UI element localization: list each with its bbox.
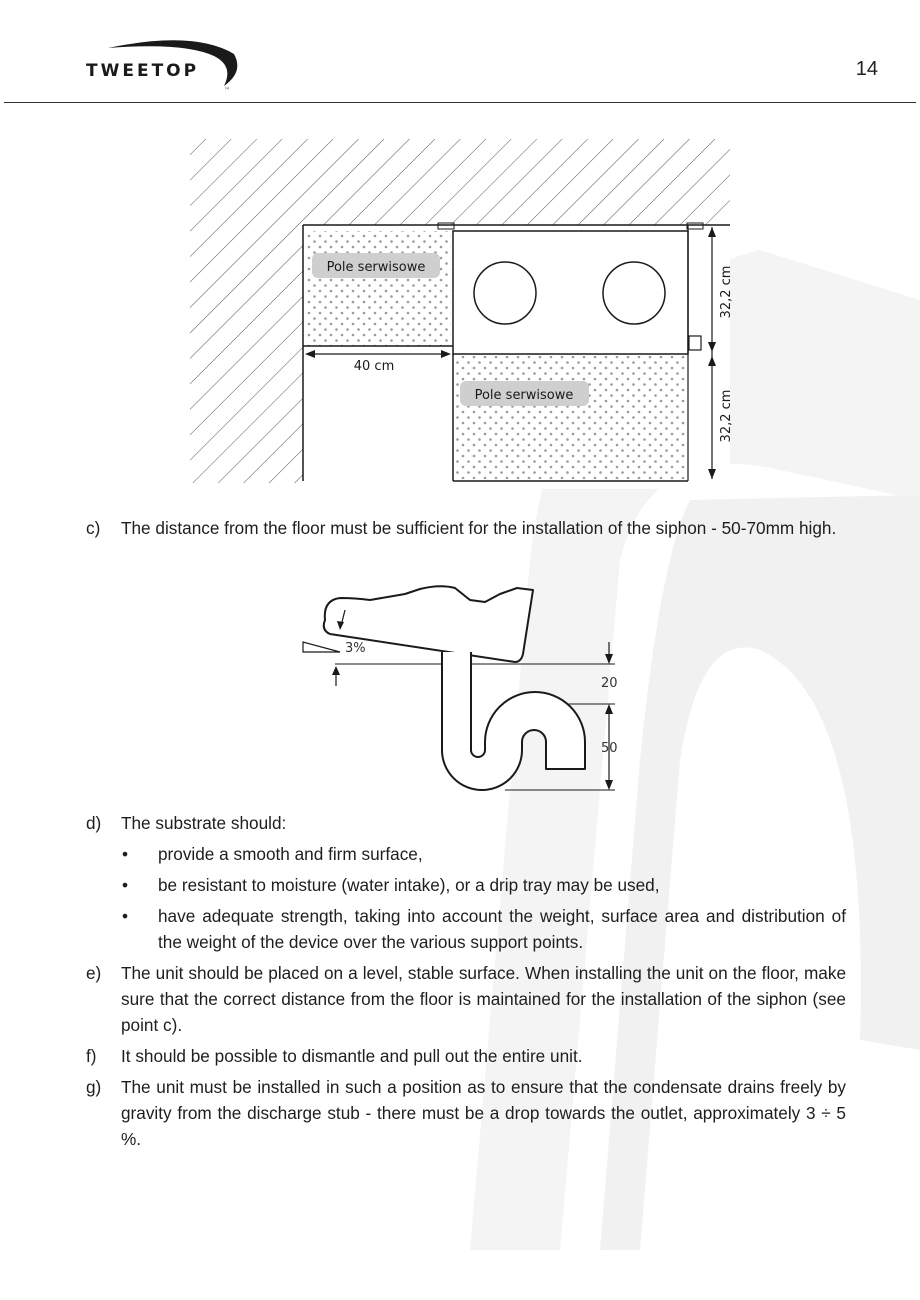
bullet-dot: • xyxy=(122,906,129,926)
height-dimension-bottom-label: 32,2 cm xyxy=(719,389,734,443)
list-item xyxy=(86,903,846,955)
slope-symbol xyxy=(303,642,340,652)
bullet-dot: • xyxy=(122,844,129,864)
item-text: It should be possible to dismantle and pull out the entire unit. xyxy=(121,1046,583,1066)
tweetop-logo xyxy=(84,36,244,94)
siphon-pipe xyxy=(442,652,585,790)
logo-text: TWEETOP xyxy=(86,61,200,81)
item-text: The unit should be placed on a level, stable surface. When installing the unit on the floor, make sure that the correct distance from the floor is maintained for the installation of the siphon (see point c). xyxy=(121,963,846,1035)
item-marker: c) xyxy=(86,518,101,538)
service-label-top: Pole serwisowe xyxy=(326,260,426,275)
unit-outline xyxy=(453,231,688,354)
service-area-bottom xyxy=(455,356,687,479)
service-area-plan-diagram xyxy=(185,134,745,489)
instruction-e xyxy=(86,960,846,1038)
dimension-50: 50 xyxy=(601,741,618,756)
item-marker: e) xyxy=(86,963,102,983)
service-label-bottom: Pole serwisowe xyxy=(474,388,574,403)
bullet-text: have adequate strength, taking into account the weight, surface area and distribution of the weight of the device over the various support points. xyxy=(158,906,846,952)
bullet-dot: • xyxy=(122,875,129,895)
page-header xyxy=(0,0,920,104)
siphon-diagram xyxy=(295,582,635,800)
bullet-text: provide a smooth and firm surface, xyxy=(158,844,423,864)
list-item xyxy=(86,872,846,898)
instruction-c xyxy=(86,515,846,546)
page-number: 14 xyxy=(855,58,878,80)
header-rule xyxy=(4,102,916,103)
item-text: The unit must be installed in such a position as to ensure that the condensate drains freely by gravity from the discharge stub - there must be a drop towards the outlet, approximately 3 ÷ 5 %. xyxy=(121,1077,846,1149)
item-marker: d) xyxy=(86,813,102,833)
logo-tm: ™ xyxy=(224,87,230,94)
item-marker: f) xyxy=(86,1046,97,1066)
bullet-text: be resistant to moisture (water intake), or a drip tray may be used, xyxy=(158,875,660,895)
item-text: The substrate should: xyxy=(121,813,287,833)
list-item xyxy=(86,841,846,867)
instruction-list xyxy=(86,810,846,1157)
width-dimension-label: 40 cm xyxy=(353,359,395,374)
dimension-20: 20 xyxy=(601,676,618,691)
instruction-g xyxy=(86,1074,846,1152)
instruction-d xyxy=(86,810,846,836)
slope-label: 3% xyxy=(345,641,366,656)
height-dimension-top-label: 32,2 cm xyxy=(719,265,734,319)
service-area-top xyxy=(305,231,451,346)
item-marker: g) xyxy=(86,1077,102,1097)
item-text: The distance from the floor must be sufficient for the installation of the siphon - 50-70mm high. xyxy=(121,518,837,538)
instruction-f xyxy=(86,1043,846,1069)
